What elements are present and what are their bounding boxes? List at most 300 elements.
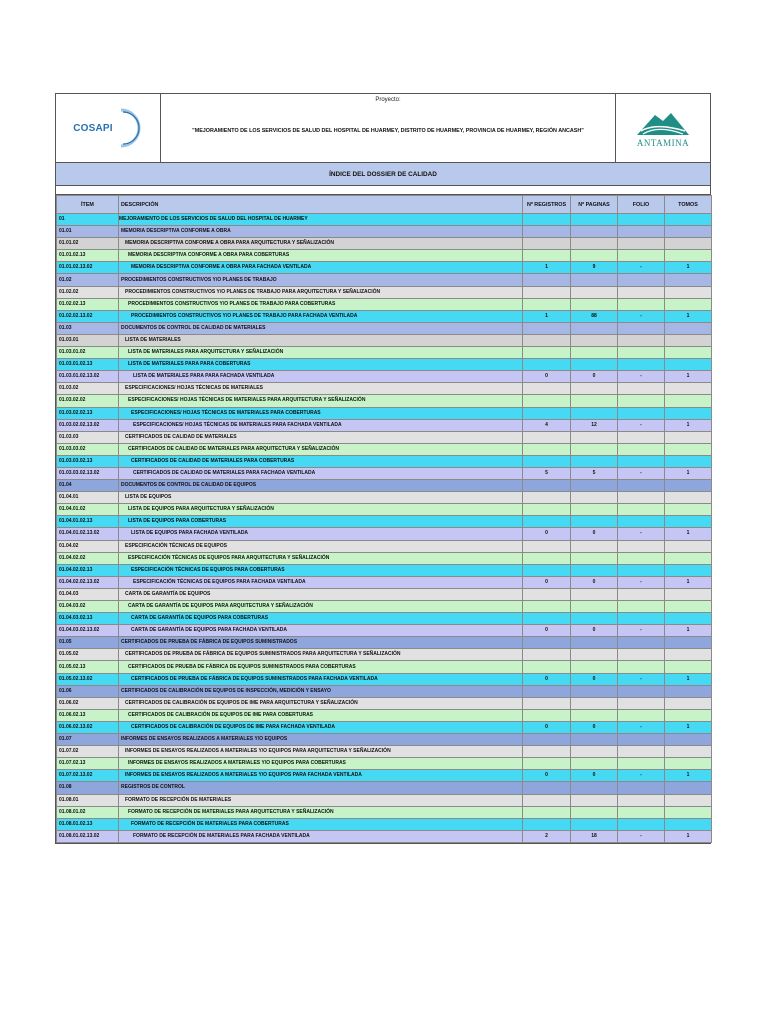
item-cell: 01.04.01 [57,492,119,504]
paginas-cell [571,818,618,830]
paginas-cell [571,395,618,407]
paginas-cell [571,443,618,455]
antamina-logo [615,94,710,162]
folio-cell [618,250,665,262]
table-row [57,298,712,310]
folio-cell [618,564,665,576]
item-cell: 01.03.02.02 [57,395,119,407]
registros-cell: 4 [523,419,571,431]
tomos-cell [665,383,712,395]
col-header-tomos: TOMOS [665,196,712,214]
item-cell: 01.07.02.13 [57,758,119,770]
folio-cell [618,492,665,504]
description-cell: CARTA DE GARANTÍA DE EQUIPOS PARA COBERTURAS [119,613,523,625]
folio-cell: - [618,770,665,782]
registros-cell [523,492,571,504]
description-cell: PROCEDIMIENTOS CONSTRUCTIVOS Y/O PLANES DE TRABAJO [119,274,523,286]
item-cell: 01.04.03.02.13.02 [57,625,119,637]
item-cell: 01.01.02 [57,238,119,250]
registros-cell [523,250,571,262]
folio-cell: - [618,419,665,431]
table-row [57,443,712,455]
registros-cell [523,818,571,830]
item-cell: 01.06 [57,685,119,697]
folio-cell [618,298,665,310]
folio-cell [618,347,665,359]
folio-cell [618,407,665,419]
folio-cell [618,794,665,806]
table-row [57,734,712,746]
description-cell: CARTA DE GARANTÍA DE EQUIPOS PARA ARQUITECTURA Y SEÑALIZACIÓN [119,601,523,613]
description-cell: ESPECIFICACIÓN TÉCNICAS DE EQUIPOS PARA ARQUITECTURA Y SEÑALIZACIÓN [119,552,523,564]
registros-cell: 5 [523,467,571,479]
tomos-cell [665,347,712,359]
table-row [57,806,712,818]
registros-cell [523,407,571,419]
table-row [57,310,712,322]
item-cell: 01.03.01.02.13.02 [57,371,119,383]
item-cell: 01.04 [57,480,119,492]
folio-cell [618,685,665,697]
registros-cell [523,588,571,600]
registros-cell [523,649,571,661]
paginas-cell: 0 [571,721,618,733]
folio-cell [618,734,665,746]
registros-cell [523,601,571,613]
paginas-cell [571,613,618,625]
table-row [57,359,712,371]
description-cell: CERTIFICADOS DE CALIBRACIÓN DE EQUIPOS DE IME PARA FACHADA VENTILADA [119,721,523,733]
registros-cell [523,516,571,528]
tomos-cell [665,214,712,226]
item-cell: 01.04.02.02 [57,552,119,564]
folio-cell [618,383,665,395]
paginas-cell [571,480,618,492]
registros-cell [523,806,571,818]
description-cell: LISTA DE EQUIPOS PARA FACHADA VENTILADA [119,528,523,540]
table-row [57,564,712,576]
table-row [57,480,712,492]
table-row [57,286,712,298]
sheet-header [56,94,710,163]
item-cell: 01.04.01.02.13 [57,516,119,528]
paginas-cell: 12 [571,419,618,431]
registros-cell [523,322,571,334]
paginas-cell [571,588,618,600]
registros-cell [523,347,571,359]
registros-cell [523,734,571,746]
paginas-cell [571,661,618,673]
item-cell: 01.04.02.02.13 [57,564,119,576]
paginas-cell [571,504,618,516]
table-row [57,516,712,528]
item-cell: 01.03.02.02.13.02 [57,419,119,431]
description-cell: LISTA DE MATERIALES PARA PARA FACHADA VENTILADA [119,371,523,383]
paginas-cell: 0 [571,770,618,782]
registros-cell [523,661,571,673]
item-cell: 01.03.02.02.13 [57,407,119,419]
description-cell: ESPECIFICACIÓN TÉCNICAS DE EQUIPOS [119,540,523,552]
paginas-cell [571,552,618,564]
folio-cell [618,286,665,298]
description-cell: CERTIFICADOS DE PRUEBA DE FÁBRICA DE EQUIPOS SUMINISTRADOS PARA ARQUITECTURA Y SEÑALIZACIÓN [119,649,523,661]
description-cell: MEMORIA DESCRIPTIVA CONFORME A OBRA PARA FACHADA VENTILADA [119,262,523,274]
folio-cell: - [618,371,665,383]
registros-cell [523,746,571,758]
paginas-cell: 0 [571,625,618,637]
tomos-cell [665,455,712,467]
description-cell: FORMATO DE RECEPCIÓN DE MATERIALES [119,794,523,806]
index-table [56,195,712,843]
item-cell: 01.04.01.02 [57,504,119,516]
table-row [57,794,712,806]
item-cell: 01.05.02.13 [57,661,119,673]
item-cell: 01.01.02.13 [57,250,119,262]
description-cell: MEJORAMIENTO DE LOS SERVICIOS DE SALUD DEL HOSPITAL DE HUARMEY [119,214,523,226]
description-cell: LISTA DE MATERIALES PARA PARA COBERTURAS [119,359,523,371]
description-cell: FORMATO DE RECEPCIÓN DE MATERIALES PARA FACHADA VENTILADA [119,830,523,842]
description-cell: ESPECIFICACIONES/ HOJAS TÉCNICAS DE MATERIALES [119,383,523,395]
tomos-cell [665,818,712,830]
item-cell: 01.01 [57,226,119,238]
table-row [57,407,712,419]
paginas-cell [571,806,618,818]
table-row [57,504,712,516]
registros-cell [523,359,571,371]
description-cell: MEMORIA DESCRIPTIVA CONFORME A OBRA PARA ARQUITECTURA Y SEÑALIZACIÓN [119,238,523,250]
table-row [57,540,712,552]
paginas-cell [571,782,618,794]
cosapi-arc-icon [115,106,143,150]
folio-cell: - [618,830,665,842]
tomos-cell [665,588,712,600]
description-cell: CERTIFICADOS DE CALIDAD DE MATERIALES PARA ARQUITECTURA Y SEÑALIZACIÓN [119,443,523,455]
paginas-cell [571,758,618,770]
paginas-cell [571,492,618,504]
folio-cell [618,588,665,600]
table-row [57,697,712,709]
item-cell: 01.04.03.02 [57,601,119,613]
description-cell: CARTA DE GARANTÍA DE EQUIPOS PARA FACHADA VENTILADA [119,625,523,637]
paginas-cell [571,746,618,758]
folio-cell [618,516,665,528]
tomos-cell [665,298,712,310]
item-cell: 01.04.02.02.13.02 [57,576,119,588]
registros-cell [523,709,571,721]
tomos-cell: 1 [665,625,712,637]
item-cell: 01.08.01.02.13.02 [57,830,119,842]
tomos-cell: 1 [665,262,712,274]
paginas-cell [571,649,618,661]
item-cell: 01.02.02.13 [57,298,119,310]
description-cell: MEMORIA DESCRIPTIVA CONFORME A OBRA [119,226,523,238]
table-row [57,830,712,842]
paginas-cell [571,697,618,709]
tomos-cell [665,407,712,419]
table-row [57,588,712,600]
table-row [57,528,712,540]
table-row [57,455,712,467]
paginas-cell [571,516,618,528]
description-cell: INFORMES DE ENSAYOS REALIZADOS A MATERIALES Y/O EQUIPOS PARA ARQUITECTURA Y SEÑALIZACIÓN [119,746,523,758]
proyecto-name: "MEJORAMIENTO DE LOS SERVICIOS DE SALUD DEL HOSPITAL DE HUARMEY, DISTRITO DE HUARMEY, PROVINCIA DE HUARMEY, REGIÓN ANCASH" [192,128,584,134]
paginas-cell [571,383,618,395]
registros-cell [523,758,571,770]
table-row [57,383,712,395]
tomos-cell: 1 [665,721,712,733]
paginas-cell: 18 [571,830,618,842]
description-cell: LISTA DE EQUIPOS [119,492,523,504]
folio-cell [618,214,665,226]
table-row [57,721,712,733]
item-cell: 01.04.03.02.13 [57,613,119,625]
item-cell: 01.06.02 [57,697,119,709]
proyecto-label: Proyecto: [375,97,401,103]
item-cell: 01.05.02.13.02 [57,673,119,685]
registros-cell [523,286,571,298]
table-row [57,613,712,625]
project-info [161,94,615,162]
paginas-cell [571,709,618,721]
paginas-cell [571,564,618,576]
folio-cell [618,613,665,625]
dossier-sheet [55,93,711,844]
tomos-cell [665,697,712,709]
paginas-cell [571,601,618,613]
tomos-cell [665,431,712,443]
folio-cell [618,661,665,673]
paginas-cell [571,685,618,697]
item-cell: 01.03.02 [57,383,119,395]
registros-cell: 0 [523,528,571,540]
description-cell: INFORMES DE ENSAYOS REALIZADOS A MATERIALES Y/O EQUIPOS [119,734,523,746]
folio-cell [618,395,665,407]
folio-cell [618,540,665,552]
paginas-cell [571,734,618,746]
tomos-cell [665,395,712,407]
tomos-cell [665,238,712,250]
tomos-cell: 1 [665,310,712,322]
description-cell: CERTIFICADOS DE CALIBRACIÓN DE EQUIPOS DE INSPECCIÓN, MEDICIÓN Y ENSAYO [119,685,523,697]
registros-cell [523,214,571,226]
paginas-cell [571,540,618,552]
item-cell: 01.07.02 [57,746,119,758]
folio-cell [618,697,665,709]
table-body [57,214,712,843]
description-cell: REGISTROS DE CONTROL [119,782,523,794]
table-row [57,661,712,673]
registros-cell [523,298,571,310]
folio-cell [618,504,665,516]
table-row [57,818,712,830]
tomos-cell [665,709,712,721]
description-cell: CERTIFICADOS DE PRUEBA DE FÁBRICA DE EQUIPOS SUMINISTRADOS PARA COBERTURAS [119,661,523,673]
item-cell: 01.08 [57,782,119,794]
folio-cell [618,637,665,649]
description-cell: PROCEDIMIENTOS CONSTRUCTIVOS Y/O PLANES DE TRABAJO PARA ARQUITECTURA Y SEÑALIZACIÓN [119,286,523,298]
item-cell: 01.06.02.13 [57,709,119,721]
description-cell: CERTIFICADOS DE PRUEBA DE FÁBRICA DE EQUIPOS SUMINISTRADOS PARA FACHADA VENTILADA [119,673,523,685]
folio-cell [618,226,665,238]
folio-cell [618,552,665,564]
folio-cell [618,359,665,371]
description-cell: CERTIFICADOS DE CALIDAD DE MATERIALES [119,431,523,443]
table-row [57,758,712,770]
index-title: ÍNDICE DEL DOSSIER DE CALIDAD [56,163,710,186]
table-row [57,649,712,661]
registros-cell [523,637,571,649]
description-cell: ESPECIFICACIONES/ HOJAS TÉCNICAS DE MATERIALES PARA ARQUITECTURA Y SEÑALIZACIÓN [119,395,523,407]
tomos-cell [665,552,712,564]
registros-cell: 1 [523,310,571,322]
description-cell: LISTA DE MATERIALES [119,334,523,346]
table-row [57,770,712,782]
paginas-cell: 88 [571,310,618,322]
paginas-cell [571,298,618,310]
registros-cell [523,613,571,625]
col-header-item: ÍTEM [57,196,119,214]
item-cell: 01.07 [57,734,119,746]
folio-cell: - [618,721,665,733]
description-cell: FORMATO DE RECEPCIÓN DE MATERIALES PARA COBERTURAS [119,818,523,830]
registros-cell [523,455,571,467]
tomos-cell [665,250,712,262]
tomos-cell: 1 [665,419,712,431]
item-cell: 01.03.01.02 [57,347,119,359]
item-cell: 01.05.02 [57,649,119,661]
description-cell: ESPECIFICACIONES/ HOJAS TÉCNICAS DE MATERIALES PARA FACHADA VENTILADA [119,419,523,431]
table-row [57,746,712,758]
registros-cell [523,552,571,564]
paginas-cell: 5 [571,467,618,479]
registros-cell [523,504,571,516]
table-row [57,625,712,637]
registros-cell: 1 [523,262,571,274]
folio-cell: - [618,576,665,588]
tomos-cell [665,322,712,334]
table-header-row [57,196,712,214]
table-row [57,419,712,431]
paginas-cell [571,637,618,649]
tomos-cell [665,492,712,504]
paginas-cell [571,322,618,334]
tomos-cell [665,746,712,758]
registros-cell: 0 [523,770,571,782]
registros-cell: 0 [523,576,571,588]
description-cell: LISTA DE MATERIALES PARA ARQUITECTURA Y SEÑALIZACIÓN [119,347,523,359]
description-cell: ESPECIFICACIONES/ HOJAS TÉCNICAS DE MATERIALES PARA COBERTURAS [119,407,523,419]
table-row [57,371,712,383]
folio-cell: - [618,625,665,637]
item-cell: 01.04.03 [57,588,119,600]
registros-cell [523,395,571,407]
item-cell: 01.04.01.02.13.02 [57,528,119,540]
tomos-cell: 1 [665,830,712,842]
tomos-cell: 1 [665,770,712,782]
item-cell: 01.03.03.02 [57,443,119,455]
registros-cell [523,334,571,346]
tomos-cell [665,806,712,818]
table-row [57,226,712,238]
paginas-cell [571,286,618,298]
registros-cell [523,383,571,395]
tomos-cell [665,480,712,492]
description-cell: CERTIFICADOS DE PRUEBA DE FÁBRICA DE EQUIPOS SUMINISTRADOS [119,637,523,649]
registros-cell [523,480,571,492]
tomos-cell [665,782,712,794]
tomos-cell [665,504,712,516]
table-row [57,238,712,250]
paginas-cell: 0 [571,528,618,540]
description-cell: DOCUMENTOS DE CONTROL DE CALIDAD DE EQUIPOS [119,480,523,492]
paginas-cell [571,250,618,262]
tomos-cell [665,734,712,746]
folio-cell: - [618,528,665,540]
tomos-cell [665,286,712,298]
item-cell: 01.05 [57,637,119,649]
description-cell: PROCEDIMIENTOS CONSTRUCTIVOS Y/O PLANES DE TRABAJO PARA COBERTURAS [119,298,523,310]
paginas-cell [571,359,618,371]
description-cell: LISTA DE EQUIPOS PARA COBERTURAS [119,516,523,528]
description-cell: CERTIFICADOS DE CALIBRACIÓN DE EQUIPOS DE IME PARA ARQUITECTURA Y SEÑALIZACIÓN [119,697,523,709]
folio-cell [618,806,665,818]
paginas-cell [571,214,618,226]
registros-cell [523,782,571,794]
table-row [57,431,712,443]
paginas-cell [571,238,618,250]
folio-cell [618,443,665,455]
registros-cell: 2 [523,830,571,842]
folio-cell [618,818,665,830]
col-header-registros: Nº REGISTROS [523,196,571,214]
paginas-cell: 9 [571,262,618,274]
tomos-cell [665,661,712,673]
paginas-cell [571,347,618,359]
paginas-cell [571,455,618,467]
folio-cell [618,431,665,443]
paginas-cell: 0 [571,371,618,383]
item-cell: 01.03.03.02.13 [57,455,119,467]
tomos-cell: 1 [665,371,712,383]
item-cell: 01.01.02.13.02 [57,262,119,274]
tomos-cell [665,516,712,528]
registros-cell: 0 [523,721,571,733]
folio-cell [618,274,665,286]
table-row [57,347,712,359]
tomos-cell [665,601,712,613]
spacer-row [56,186,710,195]
table-row [57,576,712,588]
tomos-cell [665,685,712,697]
registros-cell [523,685,571,697]
item-cell: 01.03.01 [57,334,119,346]
registros-cell [523,564,571,576]
col-header-folio: FOLIO [618,196,665,214]
registros-cell [523,431,571,443]
folio-cell: - [618,673,665,685]
item-cell: 01.08.01.02 [57,806,119,818]
table-row [57,334,712,346]
tomos-cell [665,334,712,346]
table-row [57,637,712,649]
table-row [57,601,712,613]
tomos-cell [665,226,712,238]
registros-cell: 0 [523,371,571,383]
folio-cell [618,746,665,758]
item-cell: 01.08.01.02.13 [57,818,119,830]
folio-cell [618,782,665,794]
table-row [57,709,712,721]
